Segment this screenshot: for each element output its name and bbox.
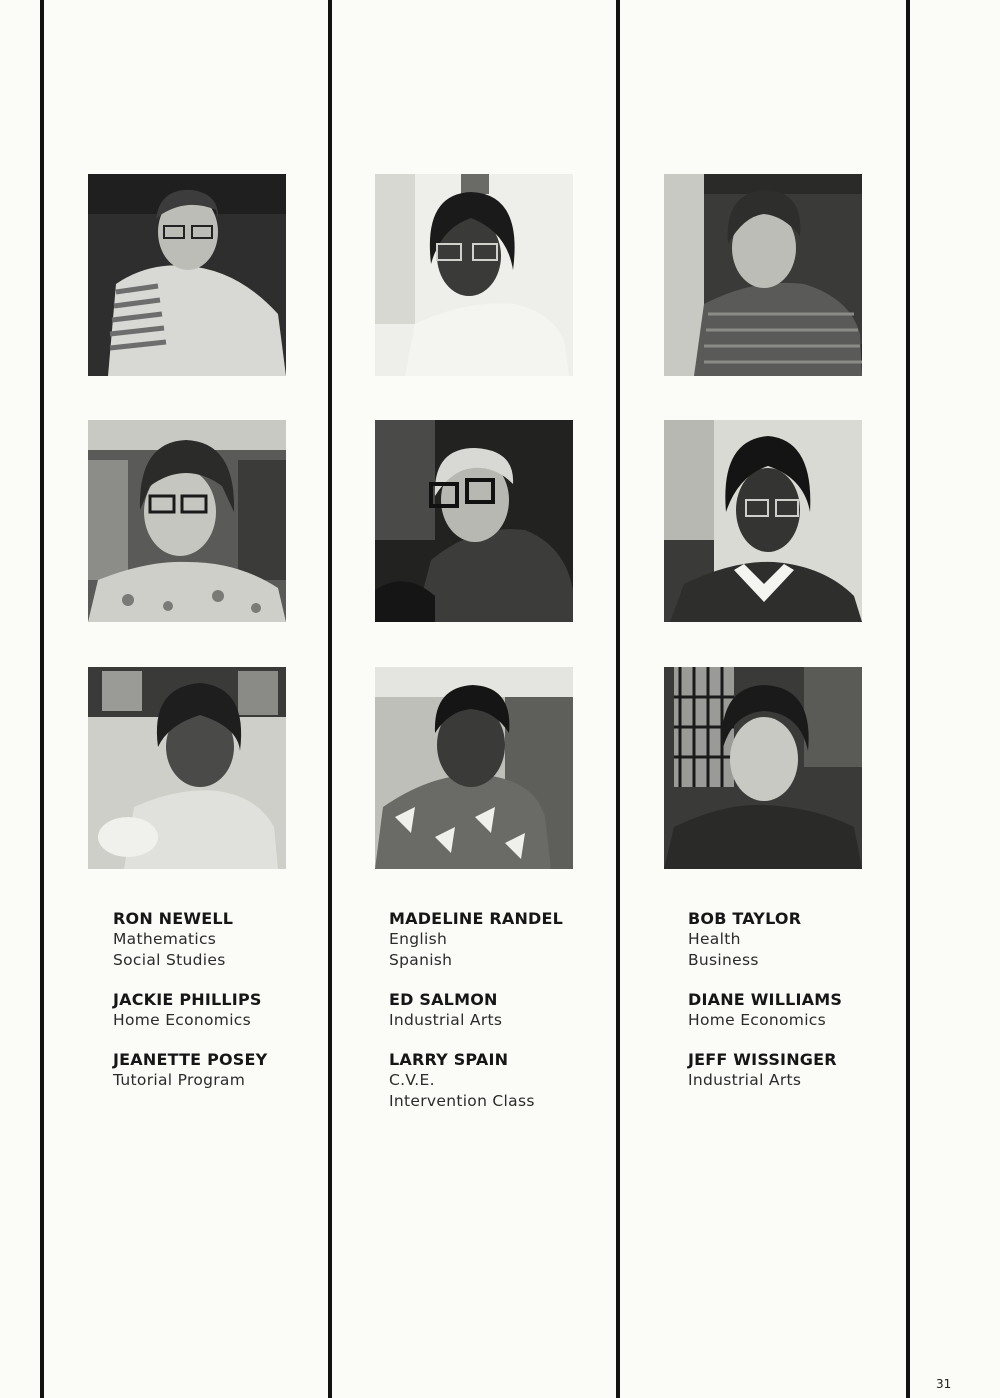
page-number: 31 (936, 1377, 952, 1391)
staff-name: RON NEWELL (113, 909, 234, 928)
staff-subject: Social Studies (113, 951, 226, 969)
staff-name: LARRY SPAIN (389, 1050, 509, 1069)
staff-entry (688, 1049, 908, 1091)
staff-subject: Tutorial Program (113, 1071, 246, 1089)
staff-subject: Home Economics (113, 1011, 252, 1029)
staff-subject: Business (688, 951, 759, 969)
staff-entry (113, 1049, 333, 1091)
staff-entry (113, 989, 333, 1031)
column-rule-3 (616, 0, 620, 1398)
staff-subject: Intervention Class (389, 1092, 535, 1110)
staff-subject: English (389, 930, 448, 948)
names-column-3 (688, 908, 908, 1109)
staff-subject: Mathematics (113, 930, 217, 948)
portrait-photo-madeline-randel (375, 174, 573, 376)
portrait-photo-jackie-phillips (88, 420, 286, 622)
staff-name: ED SALMON (389, 990, 498, 1009)
staff-subject: Industrial Arts (389, 1011, 503, 1029)
portrait-photo-bob-taylor (664, 174, 862, 376)
staff-name: MADELINE RANDEL (389, 909, 564, 928)
staff-subject: Health (688, 930, 741, 948)
column-rule-2 (328, 0, 332, 1398)
staff-entry (389, 989, 609, 1031)
column-rule-4 (906, 0, 910, 1398)
staff-entry (688, 989, 908, 1031)
staff-subject: Industrial Arts (688, 1071, 802, 1089)
staff-name: DIANE WILLIAMS (688, 990, 843, 1009)
staff-subject: Spanish (389, 951, 453, 969)
portrait-photo-ron-newell (88, 174, 286, 376)
staff-entry (389, 908, 609, 971)
column-rule-1 (40, 0, 44, 1398)
staff-entry (389, 1049, 609, 1112)
staff-name: JACKIE PHILLIPS (113, 990, 262, 1009)
staff-name: JEANETTE POSEY (113, 1050, 268, 1069)
portrait-photo-larry-spain (375, 667, 573, 869)
staff-subject: Home Economics (688, 1011, 827, 1029)
staff-name: JEFF WISSINGER (688, 1050, 837, 1069)
staff-subject: C.V.E. (389, 1071, 435, 1089)
staff-entry (113, 908, 333, 971)
portrait-photo-jeff-wissinger (664, 667, 862, 869)
names-column-1 (113, 908, 333, 1109)
portrait-photo-jeanette-posey (88, 667, 286, 869)
staff-entry (688, 908, 908, 971)
portrait-photo-diane-williams (664, 420, 862, 622)
portrait-photo-ed-salmon (375, 420, 573, 622)
staff-name: BOB TAYLOR (688, 909, 802, 928)
names-column-2 (389, 908, 609, 1130)
